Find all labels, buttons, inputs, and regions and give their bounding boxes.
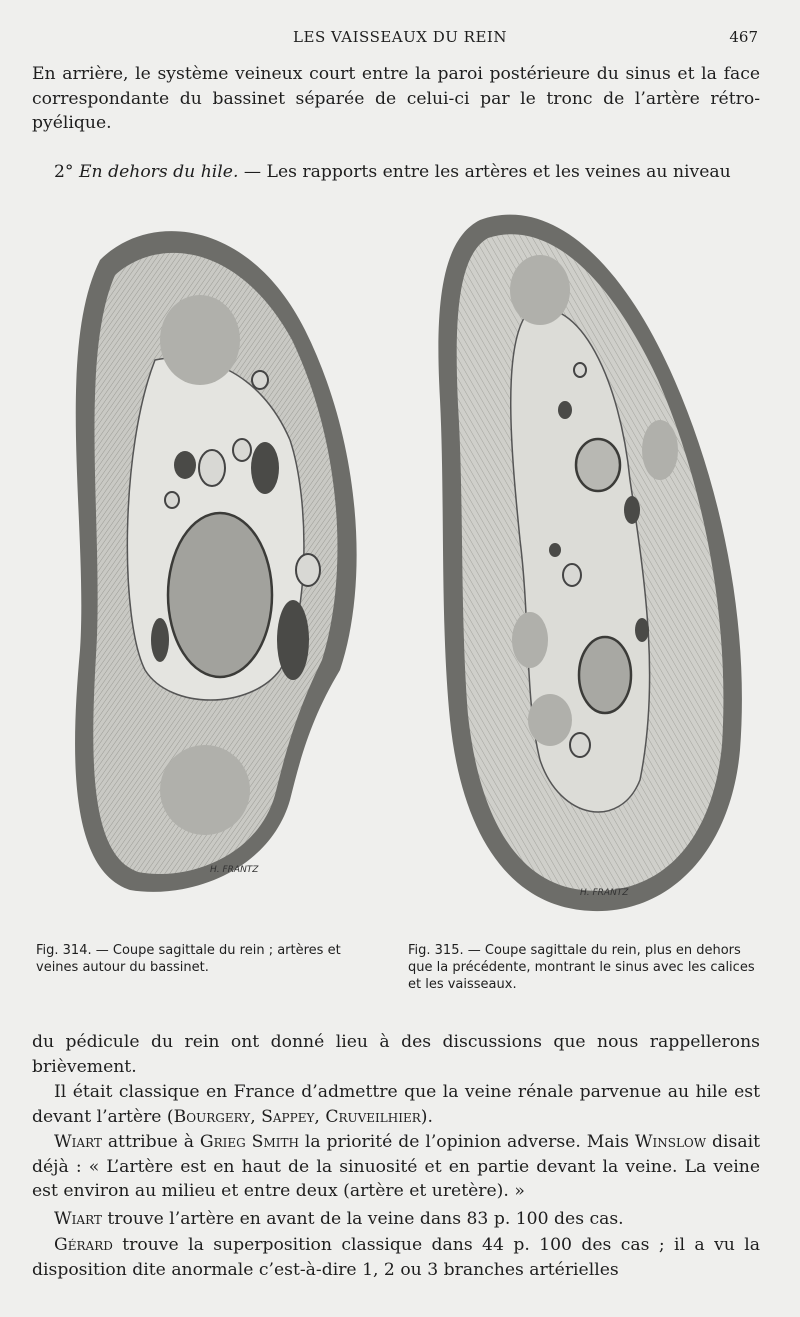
body-paragraph-4 — [32, 1207, 760, 1232]
caption-314-label: Fig. 314. — [36, 943, 92, 958]
signature-314: H. FRANTZ — [210, 865, 259, 875]
p2-text-a: Il était classique en France d’admettre que la veine rénale parvenue au hile est devant l’artère ( — [32, 1082, 760, 1127]
renal-pelvis-left — [168, 513, 272, 677]
caption-315-label: Fig. 315. — [408, 943, 464, 958]
top-paragraph: En arrière, le système veineux court entre la paroi postérieure du sinus et la face correspondante du bassinet séparée de celui-ci par le tronc de l’artère rétro-pyélique. — [32, 64, 760, 133]
calyx-upper — [576, 439, 620, 491]
body-paragraph-2 — [32, 1080, 760, 1129]
p5-author: Gérard — [54, 1235, 113, 1255]
caption-314-text: — Coupe sagittale du rein ; artères et veines autour du bassinet. — [36, 943, 341, 975]
running-title: LES VAISSEAUX DU REIN — [293, 28, 507, 46]
p2-authors: Bourgery, Sappey, Cruveilhier — [173, 1106, 421, 1127]
figure-314-drawing — [75, 231, 357, 892]
p3-text-a: attribue à — [101, 1132, 200, 1152]
p2-text-b: ). — [420, 1106, 433, 1127]
figure-315-drawing — [438, 215, 742, 911]
page-number: 467 — [729, 28, 758, 46]
calyx-lower — [579, 637, 631, 713]
body-paragraph-5 — [32, 1233, 760, 1282]
body-paragraph-3 — [32, 1130, 760, 1204]
p4-text: trouve l’artère en avant de la veine dans 83 p. 100 des cas. — [101, 1209, 624, 1229]
p3-author-2: Grieg Smith — [199, 1132, 299, 1152]
kidney-illustrations — [60, 200, 760, 930]
caption-fig-315 — [408, 942, 764, 993]
body-paragraph-1: du pédicule du rein ont donné lieu à des discussions que nous rappellerons brièvement. — [32, 1032, 760, 1077]
p5-text: trouve la superposition classique dans 44 p. 100 des cas ; il a vu la disposition dite anormale c’est-à-dire 1, 2 ou 3 branches artérielles — [32, 1235, 760, 1280]
caption-315-text: — Coupe sagittale du rein, plus en dehors que la précédente, montrant le sinus avec les calices et les vaisseaux. — [408, 943, 755, 992]
section-heading: En dehors du hile. — [79, 162, 239, 182]
caption-fig-314 — [36, 942, 381, 976]
section-lead: — Les rapports entre les artères et les veines au niveau — [243, 162, 731, 182]
section-number: 2° — [54, 162, 74, 182]
section-heading-line — [54, 160, 760, 185]
p3-text-c: disait déjà : « L’artère est en haut de la sinuosité et en partie devant la veine. La veine est environ au milieu et entre deux (artère et uretère). » — [32, 1132, 760, 1201]
signature-315: H. FRANTZ — [580, 888, 629, 898]
p4-author: Wiart — [54, 1209, 102, 1229]
p3-text-b: la priorité de l’opinion adverse. Mais — [298, 1132, 635, 1152]
p3-author-3: Winslow — [634, 1132, 707, 1152]
p3-author-1: Wiart — [54, 1132, 102, 1152]
